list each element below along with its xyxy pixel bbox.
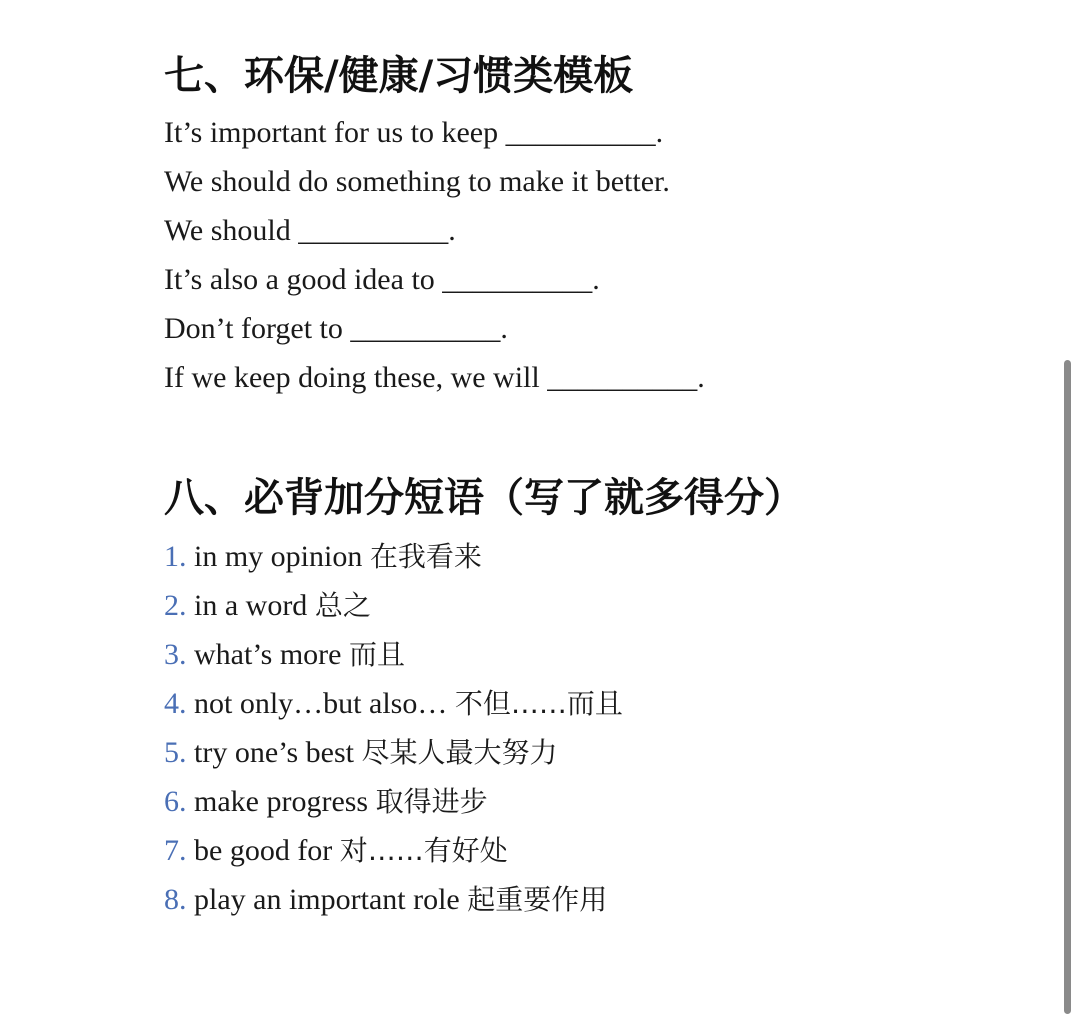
phrase-chinese: 不但……而且	[454, 687, 623, 720]
template-line: It’s important for us to keep __________.	[164, 116, 664, 149]
list-number: 8.	[164, 883, 187, 916]
list-item	[164, 532, 804, 581]
vertical-scrollbar[interactable]	[1064, 360, 1073, 1014]
phrase-list	[164, 532, 804, 924]
phrase-english: not only…but also…	[194, 687, 448, 720]
section-heading: 七、环保/健康/习惯类模板	[164, 53, 634, 99]
list-item	[164, 679, 804, 728]
phrase-chinese: 取得进步	[375, 785, 488, 818]
phrase-english: try one’s best	[194, 736, 354, 769]
section-heading: 八、必背加分短语（写了就多得分）	[164, 475, 804, 521]
phrase-chinese: 总之	[314, 589, 371, 622]
list-number: 2.	[164, 589, 187, 622]
phrase-english: be good for	[194, 834, 333, 867]
scrollbar-thumb[interactable]	[1064, 360, 1071, 1014]
list-item	[164, 728, 804, 777]
template-line: If we keep doing these, we will __________.	[164, 361, 705, 394]
list-item	[164, 581, 804, 630]
list-item	[164, 630, 804, 679]
phrase-chinese: 尽某人最大努力	[361, 736, 558, 769]
phrase-english: in a word	[194, 589, 308, 622]
list-item	[164, 875, 804, 924]
phrase-english: what’s more	[194, 638, 342, 671]
phrase-chinese: 对……有好处	[339, 834, 508, 867]
section-environment-template	[164, 50, 705, 402]
section-bonus-phrases	[164, 472, 804, 924]
template-line: It’s also a good idea to __________.	[164, 263, 600, 296]
list-number: 7.	[164, 834, 187, 867]
template-line: We should __________.	[164, 214, 456, 247]
phrase-english: play an important role	[194, 883, 460, 916]
phrase-chinese: 而且	[348, 638, 405, 671]
template-line: We should do something to make it better.	[164, 165, 670, 198]
template-lines	[164, 108, 705, 402]
phrase-chinese: 起重要作用	[467, 883, 608, 916]
phrase-english: make progress	[194, 785, 369, 818]
template-line: Don’t forget to __________.	[164, 312, 508, 345]
list-number: 3.	[164, 638, 187, 671]
phrase-chinese: 在我看来	[369, 540, 482, 573]
list-number: 4.	[164, 687, 187, 720]
list-number: 5.	[164, 736, 187, 769]
list-item	[164, 777, 804, 826]
list-item	[164, 826, 804, 875]
phrase-english: in my opinion	[194, 540, 363, 573]
list-number: 6.	[164, 785, 187, 818]
list-number: 1.	[164, 540, 187, 573]
